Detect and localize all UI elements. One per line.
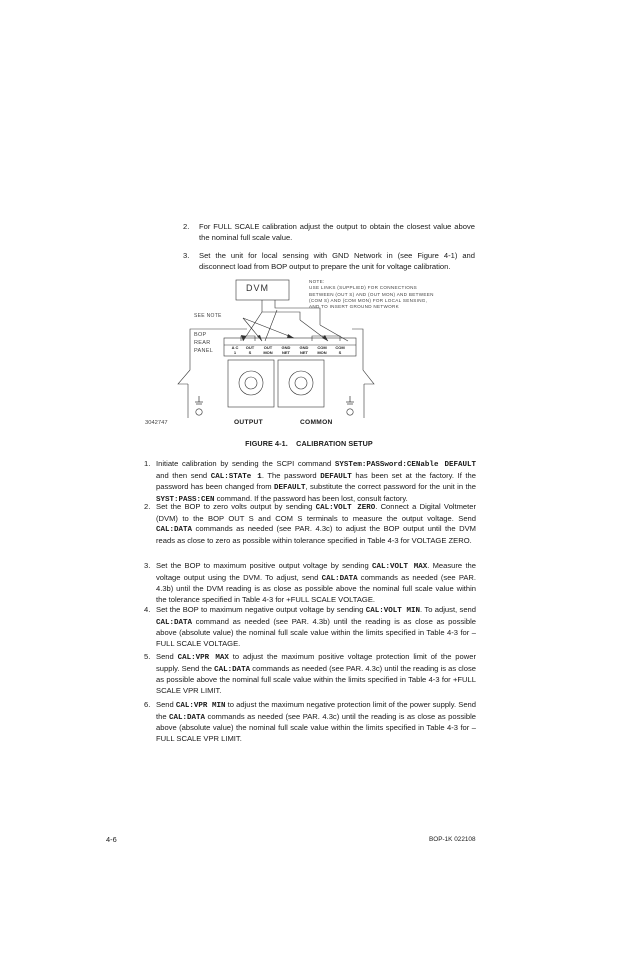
bop-rear-panel-label <box>194 331 213 355</box>
step-text-run: commands as needed (see PAR. 4.3c) until the reading is as close as possible above (absolute value) the nominal full scale value within the limits specified in Table 4-3 for –FULL SCALE VPR LIMIT. <box>156 711 477 743</box>
note-line: BETWEEN (OUT S) AND (OUT MON) AND BETWEEN <box>309 291 434 297</box>
step-number: 2. <box>144 502 151 511</box>
panel-label-line: REAR <box>194 340 211 346</box>
terminal-bottom: MON <box>263 350 273 355</box>
step-text-run: . Connect a Digital Voltmeter (DVM) to the BOP OUT S and COM S terminals to measure the output voltage. Send <box>156 502 477 523</box>
terminal-out-mon <box>261 345 275 355</box>
step-text-run: has been set at the factory. If the password has been changed from <box>156 470 476 492</box>
step-number: 5. <box>144 652 151 661</box>
step-text-run: commands as needed (see PAR. 4.3c) until the reading is as close as possible above the nominal full scale value within the limits specified in Table 4-3 for +FULL SCALE VPR LIMIT. <box>156 663 476 695</box>
common-label: COMMON <box>300 419 333 426</box>
step-item <box>144 459 476 505</box>
step-text-run: . Measure the voltage output using the DVM. To adjust, send <box>156 561 476 582</box>
panel-label-line: PANEL <box>194 348 214 354</box>
step-number: 3. <box>183 251 190 260</box>
figure-id: 3042747 <box>145 420 168 426</box>
step-item <box>144 652 476 696</box>
step-item <box>144 700 476 744</box>
scpi-command: CAL:VOLT MAX <box>372 563 428 571</box>
scpi-command: CAL:DATA <box>214 665 251 674</box>
terminal-top: COM <box>335 345 345 350</box>
terminal-top: A C <box>231 345 239 350</box>
note-line: AND TO INSERT GROUND NETWORK <box>309 304 399 310</box>
step-text-run: . The password <box>261 470 321 480</box>
terminal-bottom: NET <box>282 350 290 355</box>
step-item <box>144 561 476 605</box>
scpi-command: CAL:DATA <box>169 713 206 722</box>
terminal-top: OUT <box>263 345 273 350</box>
terminal-bottom: 1 <box>233 350 237 355</box>
step-text-run: Send <box>156 700 176 709</box>
step-text-run: and then send <box>156 470 211 480</box>
step-text <box>156 459 476 505</box>
scpi-command: CAL:STATe 1 <box>210 472 262 481</box>
scpi-command: DEFAULT <box>320 472 352 481</box>
terminal-out-s <box>243 345 257 355</box>
step-number: 6. <box>144 700 151 709</box>
scpi-command: CAL:VPR MIN <box>175 702 226 710</box>
step-item <box>144 605 476 649</box>
step-text-run: to adjust the maximum negative protection limit of the power supply. Send the <box>156 700 476 721</box>
scpi-command: CAL:DATA <box>321 574 358 583</box>
note-line: (COM S) AND (COM MON) FOR LOCAL SENSING, <box>309 297 428 303</box>
page-number: 4-6 <box>106 835 117 844</box>
scpi-command: CAL:VOLT MIN <box>365 607 421 615</box>
terminal-top: COM <box>317 345 327 350</box>
scpi-command: CAL:VOLT ZERO <box>315 504 376 512</box>
terminal-a-c <box>228 345 242 355</box>
step-text <box>156 700 476 744</box>
note-line: NOTE: <box>309 279 325 284</box>
step-text <box>156 652 476 696</box>
step-text-run: command as needed (see PAR. 4.3b) until the reading is as close as possible above (absolute value) the nominal full scale value within the limits specified in Table 4-3 for –FULL SCALE VOLTAGE. <box>156 616 476 648</box>
terminal-top: GND <box>299 345 309 350</box>
step-text-run: Initiate calibration by sending the SCPI command <box>156 459 335 468</box>
scpi-command: CAL:DATA <box>156 618 193 627</box>
terminal-top: GND <box>281 345 291 350</box>
step-text <box>156 561 476 605</box>
scpi-command: CAL:DATA <box>156 526 193 535</box>
step-text-run: Send <box>156 652 178 661</box>
terminal-bottom: MON <box>317 350 327 355</box>
scpi-command: SYST:PASS:CEN <box>156 495 215 504</box>
step-number: 1. <box>144 459 151 468</box>
scpi-command: DEFAULT <box>273 484 306 493</box>
output-label: OUTPUT <box>234 419 263 426</box>
step-text-run: . To adjust, send <box>420 605 476 614</box>
step-text-run: , substitute the correct password for the unit in the <box>305 482 476 492</box>
step-text <box>156 502 476 546</box>
step-text-run: to adjust the maximum positive voltage protection limit of the power supply. Send the <box>156 652 476 673</box>
terminal-labels <box>226 345 356 357</box>
step-text: For FULL SCALE calibration adjust the output to obtain the closest value above the nominal full scale value. <box>199 222 475 242</box>
step-number: 3. <box>144 561 151 570</box>
figure-caption: FIGURE 4-1. CALIBRATION SETUP <box>245 439 373 448</box>
step-text-run: Set the BOP to maximum negative output voltage by sending <box>156 605 366 614</box>
dvm-label: DVM <box>246 283 269 293</box>
terminal-gnd-net-1 <box>279 345 293 355</box>
panel-label-line: BOP <box>194 332 207 338</box>
see-note-label: SEE NOTE <box>194 313 222 319</box>
figure-note <box>309 279 434 310</box>
scpi-command: CAL:VPR MAX <box>177 654 229 662</box>
document-id: BOP-1K 022108 <box>429 836 476 843</box>
step-number: 4. <box>144 605 151 614</box>
step-text-run: Set the BOP to maximum positive output voltage by sending <box>156 561 372 570</box>
terminal-com-s <box>333 345 347 355</box>
step-text-run: command. If the password has been lost, consult factory. <box>214 493 408 503</box>
step-item <box>144 502 476 546</box>
step-text-run: commands as needed (see PAR. 4.3c) to adjust the BOP output until the DVM reads as close to zero as possible within tolerance specified in Table 4-3 for VOLTAGE ZERO. <box>156 524 476 545</box>
step-text-run: commands as needed (see PAR. 4.3b) until the DVM reading is as close as possible above the nominal full scale value within the tolerance specified in Table 4-3 for +FULL SCALE VOLTAGE. <box>156 572 476 604</box>
note-line: USE LINKS (SUPPLIED) FOR CONNECTIONS <box>309 285 418 291</box>
terminal-bottom: NET <box>300 350 308 355</box>
scpi-command: SYSTem:PASSword:CENable DEFAULT <box>334 461 477 469</box>
terminal-bottom: S <box>248 350 252 355</box>
step-text-run: Set the BOP to zero volts output by sending <box>156 502 316 511</box>
step-text: Set the unit for local sensing with GND Network in (see Figure 4-1) and disconnect load from BOP output to prepare the unit for voltage calibration. <box>199 251 475 271</box>
terminal-bottom: S <box>338 350 342 355</box>
step-number: 2. <box>183 222 190 231</box>
terminal-com-mon <box>315 345 329 355</box>
terminal-gnd-net-2 <box>297 345 311 355</box>
step-text <box>156 605 476 649</box>
terminal-top: OUT <box>245 345 255 350</box>
